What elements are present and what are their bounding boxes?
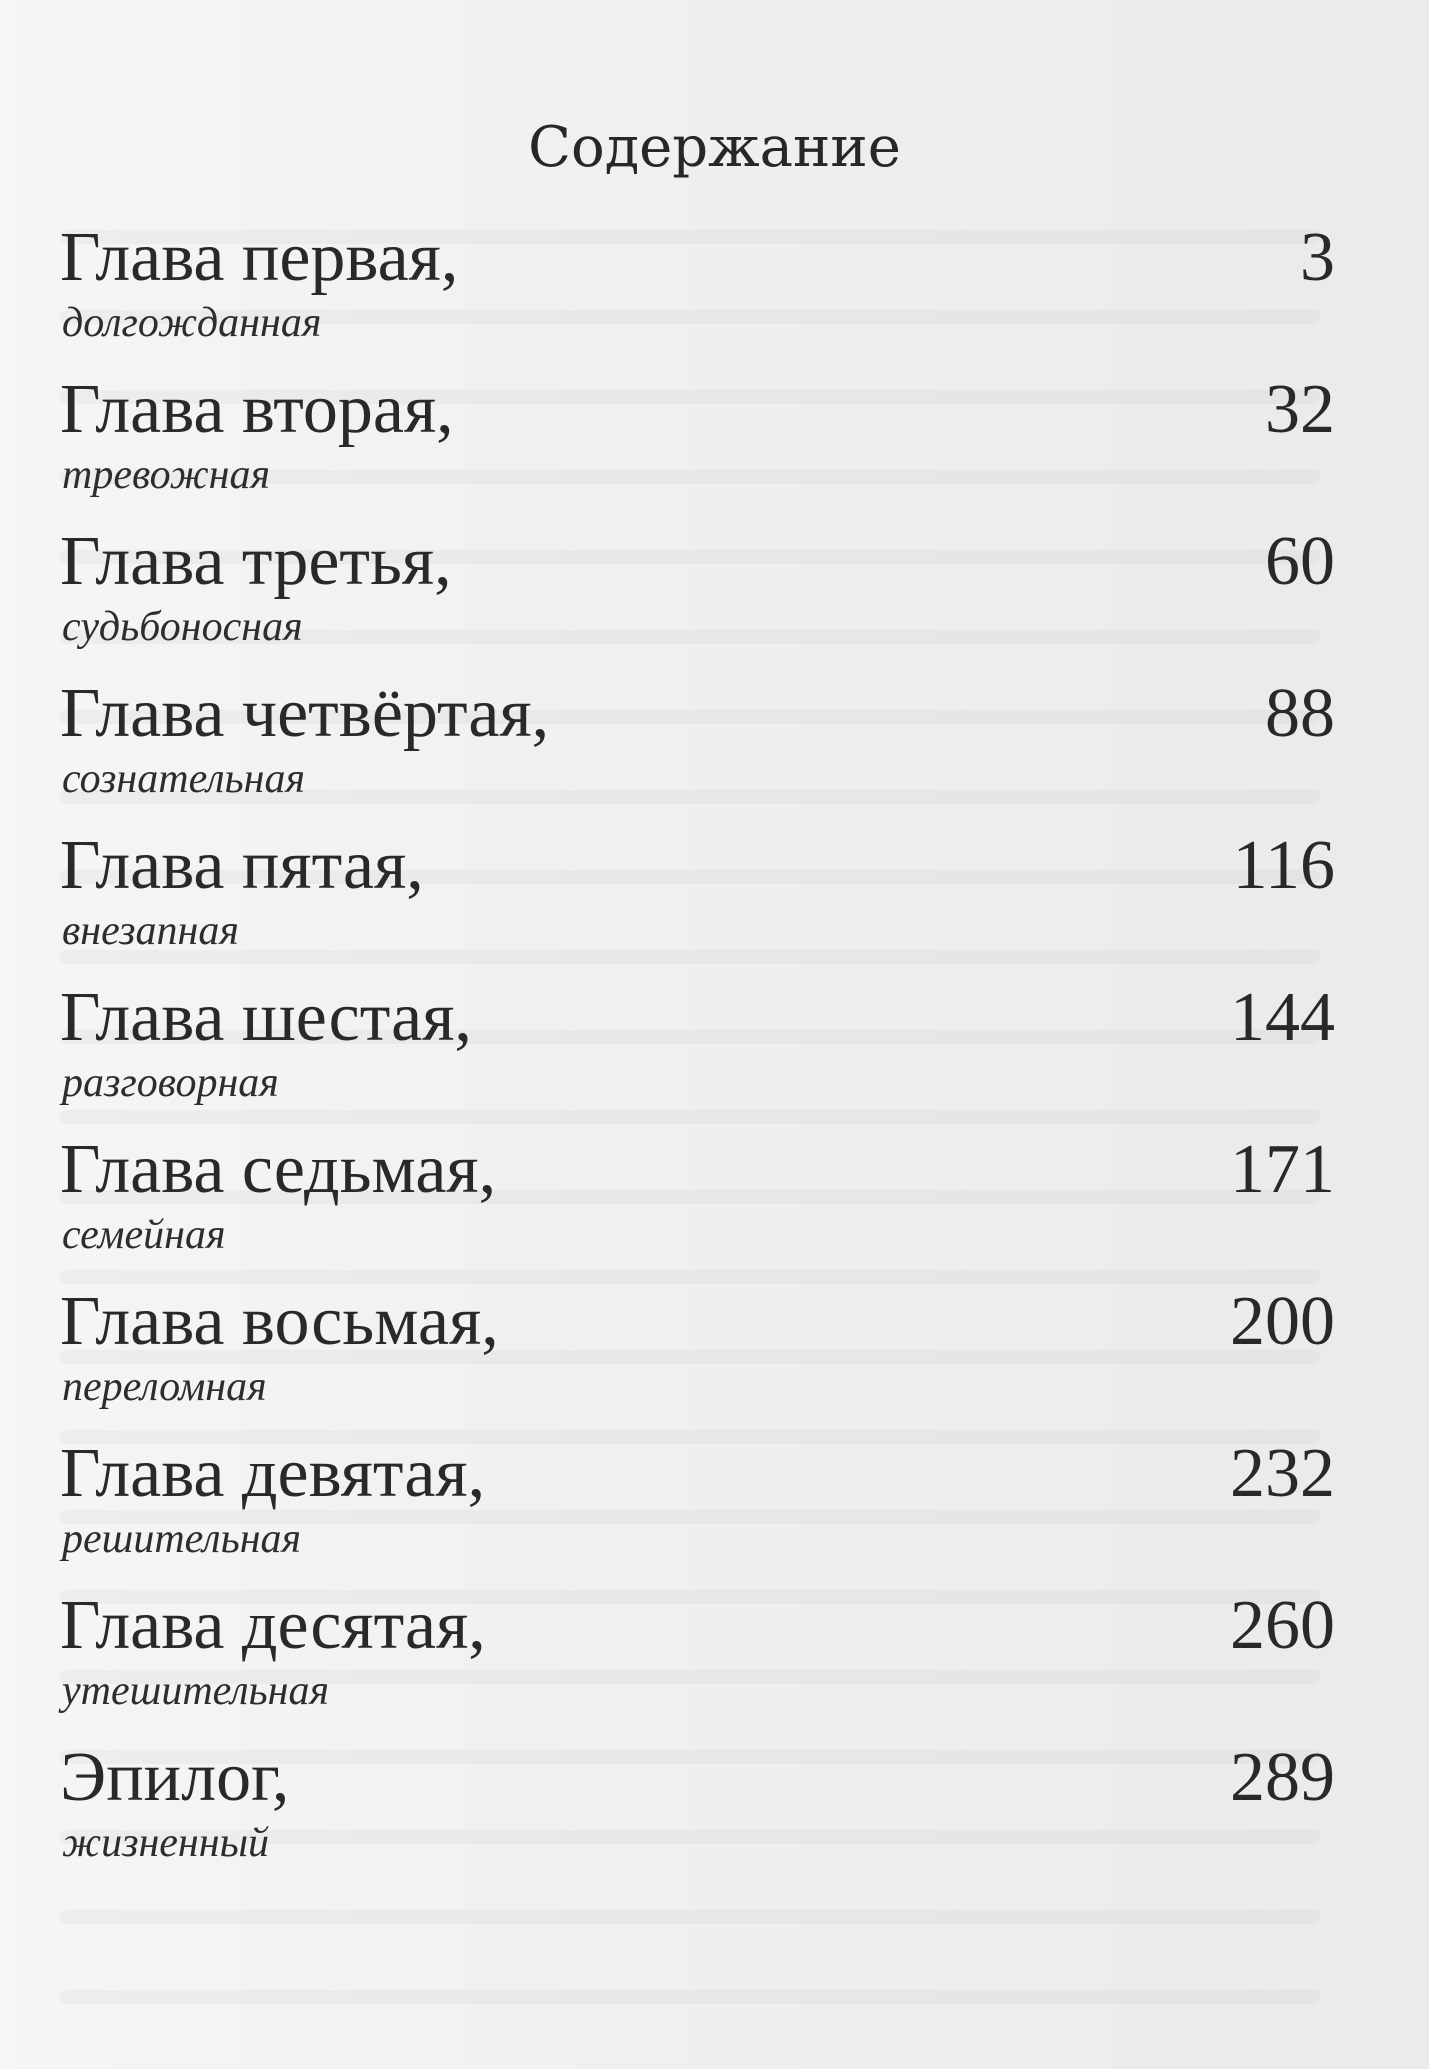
chapter-subtitle: разговорная <box>62 1060 279 1106</box>
chapter-title: Глава вторая, <box>60 371 454 448</box>
toc-entry-2[interactable] <box>60 370 1335 522</box>
chapter-title: Глава третья, <box>60 523 452 600</box>
chapter-subtitle: тревожная <box>62 452 271 498</box>
toc-entry-3[interactable] <box>60 522 1335 674</box>
toc-entry-7[interactable] <box>60 1130 1335 1282</box>
chapter-subtitle: внезапная <box>62 908 239 954</box>
toc-entry-6[interactable] <box>60 978 1335 1130</box>
toc-entry-9[interactable] <box>60 1434 1335 1586</box>
page-number: 232 <box>1230 1435 1335 1512</box>
chapter-subtitle: утешительная <box>62 1668 330 1714</box>
chapter-title: Глава восьмая, <box>60 1283 499 1360</box>
toc-entry-4[interactable] <box>60 674 1335 826</box>
chapter-title: Глава четвёртая, <box>60 675 550 752</box>
chapter-title: Глава первая, <box>60 219 459 296</box>
page-number: 60 <box>1265 523 1335 600</box>
page-number: 260 <box>1230 1587 1335 1664</box>
chapter-subtitle: переломная <box>62 1364 267 1410</box>
chapter-subtitle: семейная <box>62 1212 226 1258</box>
toc-entry-8[interactable] <box>60 1282 1335 1434</box>
page-number: 32 <box>1265 371 1335 448</box>
chapter-title: Глава пятая, <box>60 827 424 904</box>
chapter-subtitle: решительная <box>62 1516 302 1562</box>
chapter-subtitle: жизненный <box>62 1820 270 1866</box>
chapter-subtitle: сознательная <box>62 756 305 802</box>
chapter-title: Эпилог, <box>60 1739 290 1816</box>
chapter-subtitle: судьбоносная <box>62 604 303 650</box>
toc-entry-epilogue[interactable] <box>60 1738 1335 1890</box>
toc-entry-5[interactable] <box>60 826 1335 978</box>
page-number: 200 <box>1230 1283 1335 1360</box>
page-number: 88 <box>1265 675 1335 752</box>
page-title: Содержание <box>528 115 901 180</box>
page-number: 144 <box>1230 979 1335 1056</box>
toc-entry-1[interactable] <box>60 218 1335 370</box>
chapter-title: Глава десятая, <box>60 1587 486 1664</box>
chapter-title: Глава шестая, <box>60 979 472 1056</box>
page-number: 116 <box>1232 827 1335 904</box>
page-number: 289 <box>1230 1739 1335 1816</box>
chapter-title: Глава девятая, <box>60 1435 486 1512</box>
page-number: 3 <box>1300 219 1335 296</box>
toc-entry-10[interactable] <box>60 1586 1335 1738</box>
chapter-title: Глава седьмая, <box>60 1131 497 1208</box>
chapter-subtitle: долгожданная <box>62 300 322 346</box>
page-number: 171 <box>1230 1131 1335 1208</box>
